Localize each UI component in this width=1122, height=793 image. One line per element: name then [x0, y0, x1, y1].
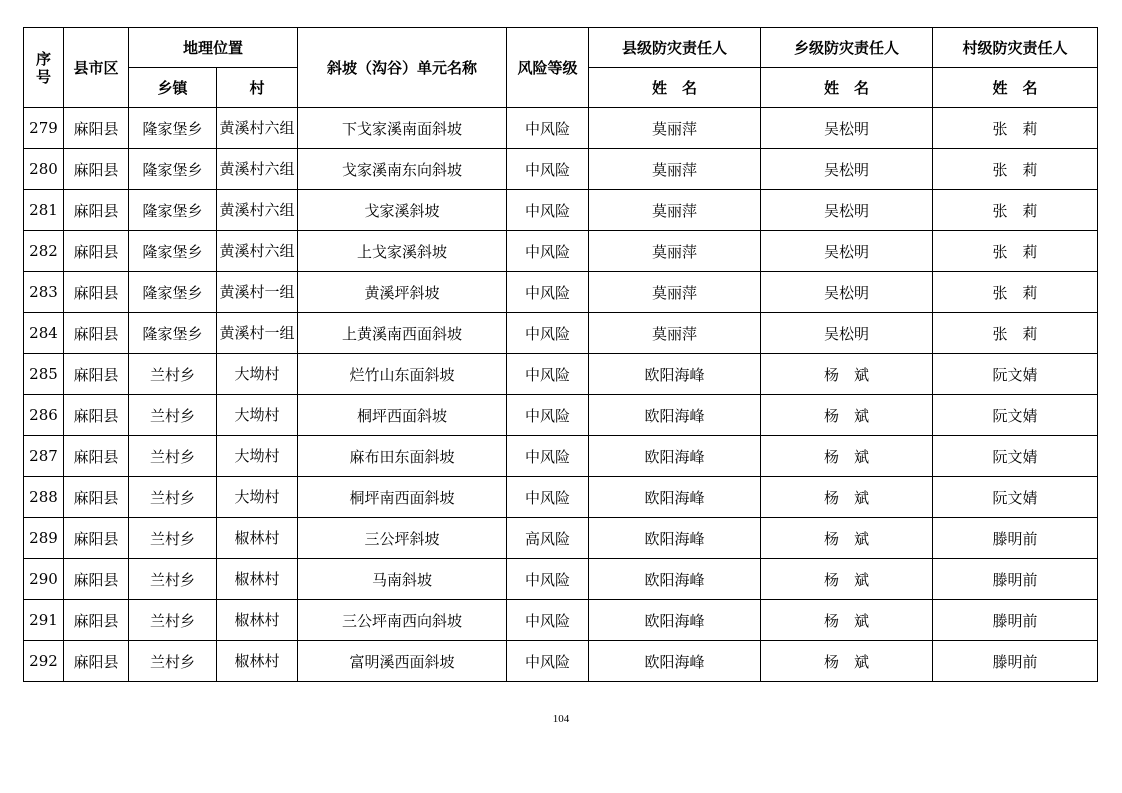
header-village: 村 [217, 68, 298, 108]
cell-village: 黄溪村六组 [217, 149, 298, 190]
cell-county: 麻阳县 [64, 600, 129, 641]
cell-county: 麻阳县 [64, 231, 129, 272]
cell-village-person: 滕明前 [933, 600, 1098, 641]
cell-village: 椒林村 [217, 559, 298, 600]
cell-township: 兰村乡 [129, 600, 217, 641]
cell-unit-name: 戈家溪南东向斜坡 [298, 149, 507, 190]
cell-county-person: 莫丽萍 [589, 313, 761, 354]
cell-township: 兰村乡 [129, 559, 217, 600]
header-township: 乡镇 [129, 68, 217, 108]
cell-county: 麻阳县 [64, 354, 129, 395]
cell-seq: 279 [24, 108, 64, 149]
cell-township: 隆家堡乡 [129, 190, 217, 231]
cell-risk-level: 中风险 [507, 436, 589, 477]
cell-seq: 283 [24, 272, 64, 313]
cell-village-person: 张 莉 [933, 231, 1098, 272]
cell-township-person: 杨 斌 [761, 354, 933, 395]
cell-county: 麻阳县 [64, 108, 129, 149]
cell-unit-name: 黄溪坪斜坡 [298, 272, 507, 313]
cell-township-person: 吴松明 [761, 231, 933, 272]
cell-risk-level: 中风险 [507, 354, 589, 395]
cell-risk-level: 中风险 [507, 641, 589, 682]
cell-village: 大坳村 [217, 436, 298, 477]
header-township-responsible: 乡级防灾责任人 [761, 28, 933, 68]
cell-seq: 286 [24, 395, 64, 436]
cell-village: 黄溪村六组 [217, 108, 298, 149]
cell-county-person: 莫丽萍 [589, 190, 761, 231]
cell-county-person: 欧阳海峰 [589, 436, 761, 477]
cell-unit-name: 烂竹山东面斜坡 [298, 354, 507, 395]
cell-village-person: 阮文婧 [933, 436, 1098, 477]
cell-seq: 282 [24, 231, 64, 272]
cell-village-person: 张 莉 [933, 313, 1098, 354]
cell-village: 椒林村 [217, 641, 298, 682]
cell-township-person: 杨 斌 [761, 559, 933, 600]
cell-seq: 288 [24, 477, 64, 518]
cell-county-person: 莫丽萍 [589, 108, 761, 149]
cell-village: 黄溪村六组 [217, 190, 298, 231]
cell-township: 兰村乡 [129, 518, 217, 559]
cell-village: 大坳村 [217, 395, 298, 436]
cell-seq: 281 [24, 190, 64, 231]
table-row [24, 641, 1098, 682]
cell-village-person: 滕明前 [933, 641, 1098, 682]
cell-township: 兰村乡 [129, 641, 217, 682]
cell-township-person: 杨 斌 [761, 477, 933, 518]
cell-risk-level: 中风险 [507, 313, 589, 354]
page-number: 104 [552, 713, 570, 725]
table-row [24, 190, 1098, 231]
table-row [24, 477, 1098, 518]
header-unit-name: 斜坡（沟谷）单元名称 [298, 28, 507, 108]
cell-village-person: 张 莉 [933, 190, 1098, 231]
table-row [24, 518, 1098, 559]
cell-village-person: 滕明前 [933, 559, 1098, 600]
cell-county-person: 欧阳海峰 [589, 559, 761, 600]
header-township-name: 姓 名 [761, 68, 933, 108]
cell-county-person: 欧阳海峰 [589, 477, 761, 518]
cell-township: 兰村乡 [129, 477, 217, 518]
cell-seq: 287 [24, 436, 64, 477]
cell-county: 麻阳县 [64, 477, 129, 518]
cell-township-person: 杨 斌 [761, 600, 933, 641]
cell-county: 麻阳县 [64, 395, 129, 436]
cell-township-person: 杨 斌 [761, 436, 933, 477]
cell-county-person: 莫丽萍 [589, 149, 761, 190]
cell-township-person: 杨 斌 [761, 518, 933, 559]
cell-village: 大坳村 [217, 477, 298, 518]
table-row [24, 600, 1098, 641]
cell-township-person: 吴松明 [761, 108, 933, 149]
header-county-responsible: 县级防灾责任人 [589, 28, 761, 68]
cell-township-person: 杨 斌 [761, 395, 933, 436]
cell-county-person: 莫丽萍 [589, 272, 761, 313]
disaster-responsibility-table [23, 27, 1098, 682]
cell-village-person: 滕明前 [933, 518, 1098, 559]
header-risk-level: 风险等级 [507, 28, 589, 108]
cell-risk-level: 中风险 [507, 108, 589, 149]
cell-county: 麻阳县 [64, 436, 129, 477]
cell-risk-level: 中风险 [507, 149, 589, 190]
cell-county: 麻阳县 [64, 313, 129, 354]
cell-risk-level: 高风险 [507, 518, 589, 559]
cell-township-person: 吴松明 [761, 149, 933, 190]
cell-village: 黄溪村一组 [217, 313, 298, 354]
header-village-name: 姓 名 [933, 68, 1098, 108]
cell-township: 隆家堡乡 [129, 149, 217, 190]
cell-township: 兰村乡 [129, 354, 217, 395]
header-county-name: 姓 名 [589, 68, 761, 108]
cell-unit-name: 麻布田东面斜坡 [298, 436, 507, 477]
table-row [24, 313, 1098, 354]
cell-township: 兰村乡 [129, 395, 217, 436]
cell-unit-name: 上黄溪南西面斜坡 [298, 313, 507, 354]
cell-village-person: 张 莉 [933, 272, 1098, 313]
cell-village: 黄溪村一组 [217, 272, 298, 313]
header-geo-location: 地理位置 [129, 28, 298, 68]
cell-unit-name: 马南斜坡 [298, 559, 507, 600]
cell-village-person: 阮文婧 [933, 477, 1098, 518]
cell-risk-level: 中风险 [507, 272, 589, 313]
cell-county-person: 欧阳海峰 [589, 395, 761, 436]
cell-unit-name: 三公坪斜坡 [298, 518, 507, 559]
table-body [24, 108, 1098, 682]
cell-risk-level: 中风险 [507, 231, 589, 272]
cell-village-person: 张 莉 [933, 149, 1098, 190]
cell-risk-level: 中风险 [507, 600, 589, 641]
cell-township-person: 吴松明 [761, 272, 933, 313]
cell-township-person: 杨 斌 [761, 641, 933, 682]
cell-township: 隆家堡乡 [129, 313, 217, 354]
cell-village: 椒林村 [217, 518, 298, 559]
cell-risk-level: 中风险 [507, 477, 589, 518]
cell-unit-name: 富明溪西面斜坡 [298, 641, 507, 682]
cell-township: 隆家堡乡 [129, 272, 217, 313]
cell-county-person: 莫丽萍 [589, 231, 761, 272]
cell-risk-level: 中风险 [507, 559, 589, 600]
cell-village-person: 阮文婧 [933, 395, 1098, 436]
cell-county: 麻阳县 [64, 518, 129, 559]
cell-village-person: 阮文婧 [933, 354, 1098, 395]
table-row [24, 559, 1098, 600]
cell-county: 麻阳县 [64, 190, 129, 231]
cell-township-person: 吴松明 [761, 190, 933, 231]
table-row [24, 436, 1098, 477]
cell-county-person: 欧阳海峰 [589, 641, 761, 682]
table-row [24, 149, 1098, 190]
header-seq: 序号 [24, 28, 64, 108]
cell-village-person: 张 莉 [933, 108, 1098, 149]
cell-township-person: 吴松明 [761, 313, 933, 354]
cell-county: 麻阳县 [64, 559, 129, 600]
cell-county-person: 欧阳海峰 [589, 600, 761, 641]
cell-unit-name: 桐坪南西面斜坡 [298, 477, 507, 518]
cell-township: 隆家堡乡 [129, 108, 217, 149]
cell-township: 隆家堡乡 [129, 231, 217, 272]
cell-unit-name: 上戈家溪斜坡 [298, 231, 507, 272]
cell-seq: 284 [24, 313, 64, 354]
cell-seq: 289 [24, 518, 64, 559]
cell-village: 椒林村 [217, 600, 298, 641]
cell-county: 麻阳县 [64, 272, 129, 313]
cell-county-person: 欧阳海峰 [589, 518, 761, 559]
table-row [24, 231, 1098, 272]
cell-unit-name: 下戈家溪南面斜坡 [298, 108, 507, 149]
cell-village: 黄溪村六组 [217, 231, 298, 272]
cell-township: 兰村乡 [129, 436, 217, 477]
table-row [24, 108, 1098, 149]
cell-seq: 285 [24, 354, 64, 395]
cell-village: 大坳村 [217, 354, 298, 395]
header-county: 县市区 [64, 28, 129, 108]
cell-seq: 292 [24, 641, 64, 682]
table-row [24, 272, 1098, 313]
cell-county: 麻阳县 [64, 149, 129, 190]
cell-county: 麻阳县 [64, 641, 129, 682]
cell-unit-name: 三公坪南西向斜坡 [298, 600, 507, 641]
cell-county-person: 欧阳海峰 [589, 354, 761, 395]
cell-risk-level: 中风险 [507, 395, 589, 436]
table-row [24, 354, 1098, 395]
cell-seq: 280 [24, 149, 64, 190]
cell-risk-level: 中风险 [507, 190, 589, 231]
table-row [24, 395, 1098, 436]
cell-seq: 291 [24, 600, 64, 641]
cell-unit-name: 桐坪西面斜坡 [298, 395, 507, 436]
header-village-responsible: 村级防灾责任人 [933, 28, 1098, 68]
cell-unit-name: 戈家溪斜坡 [298, 190, 507, 231]
cell-seq: 290 [24, 559, 64, 600]
